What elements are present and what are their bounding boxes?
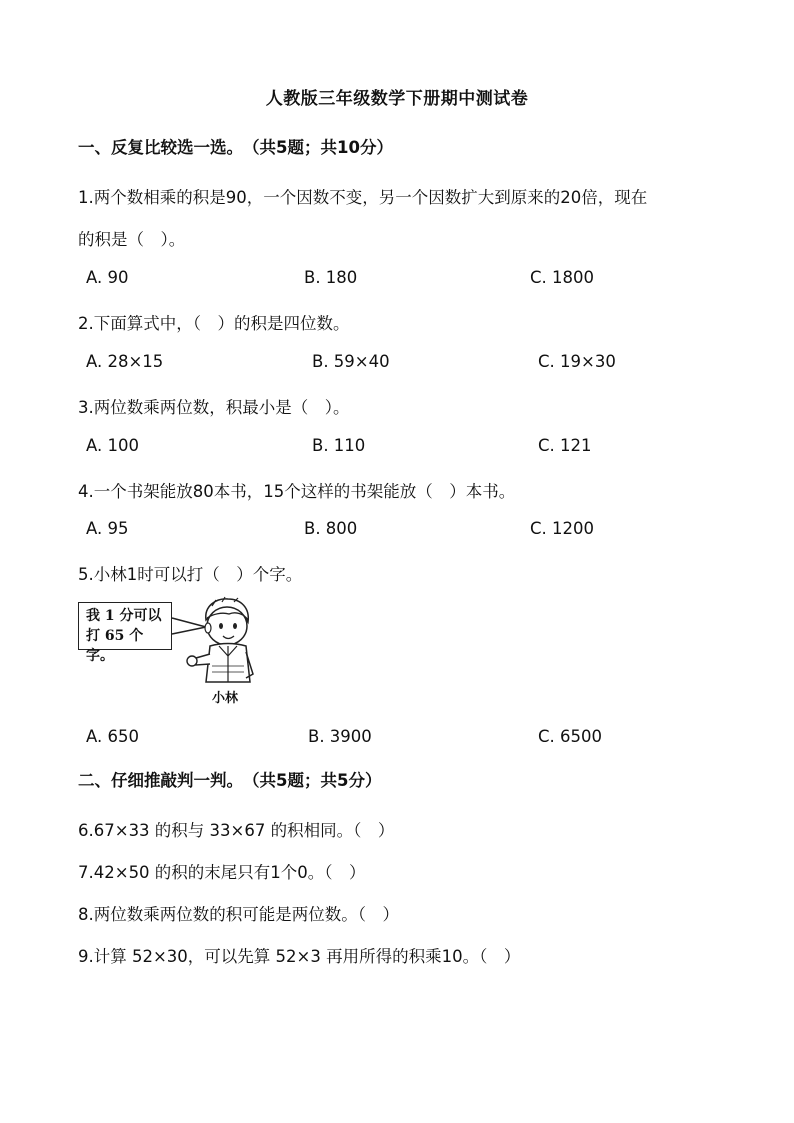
question-3-option-c: C. 121: [538, 436, 592, 455]
question-2-line-1: 2.下面算式中，（ ）的积是四位数。: [78, 314, 350, 333]
section1-heading: 一、反复比较选一选。 （共5题；共10分）: [78, 138, 393, 157]
question-1-line-1: 1.两个数相乘的积是90，一个因数不变，另一个因数扩大到原来的20倍，现在: [78, 188, 648, 207]
section2-heading: 二、仔细推敲判一判。 （共5题；共5分）: [78, 771, 382, 790]
question-4-option-b: B. 800: [304, 519, 358, 538]
speech-line-2: 打 65 个字。: [86, 628, 144, 664]
question-5-line-1: 5.小林1时可以打（ ）个字。: [78, 565, 303, 584]
question-2-option-a: A. 28×15: [86, 352, 164, 371]
question-8: 8.两位数乘两位数的积可能是两位数。（ ）: [78, 905, 399, 924]
question-1-option-a: A. 90: [86, 268, 129, 287]
figure-caption: 小林: [212, 691, 239, 706]
xiaolin-figure: [78, 596, 268, 708]
speech-line-1: 我 1 分可以: [86, 608, 162, 624]
question-6: 6.67×33 的积与 33×67 的积相同。（ ）: [78, 821, 395, 840]
page-title: 人教版三年级数学下册期中测试卷: [265, 89, 529, 109]
question-9: 9.计算 52×30，可以先算 52×3 再用所得的积乘10。（ ）: [78, 947, 521, 966]
question-2-option-c: C. 19×30: [538, 352, 616, 371]
boy-illustration: [78, 596, 268, 688]
question-4-line-1: 4.一个书架能放80本书，15个这样的书架能放（ ）本书。: [78, 482, 516, 501]
question-7: 7.42×50 的积的末尾只有1个0。（ ）: [78, 863, 366, 882]
question-1-line-2: 的积是（ ）。: [78, 230, 186, 249]
question-3-option-b: B. 110: [312, 436, 366, 455]
question-4-option-a: A. 95: [86, 519, 129, 538]
question-4-option-c: C. 1200: [530, 519, 595, 538]
question-5-option-c: C. 6500: [538, 727, 603, 746]
question-5-option-b: B. 3900: [308, 727, 372, 746]
question-1-option-c: C. 1800: [530, 268, 595, 287]
question-1-option-b: B. 180: [304, 268, 358, 287]
question-2-option-b: B. 59×40: [312, 352, 390, 371]
question-3-option-a: A. 100: [86, 436, 139, 455]
question-5-option-a: A. 650: [86, 727, 139, 746]
question-3-line-1: 3.两位数乘两位数，积最小是（ ）。: [78, 398, 350, 417]
